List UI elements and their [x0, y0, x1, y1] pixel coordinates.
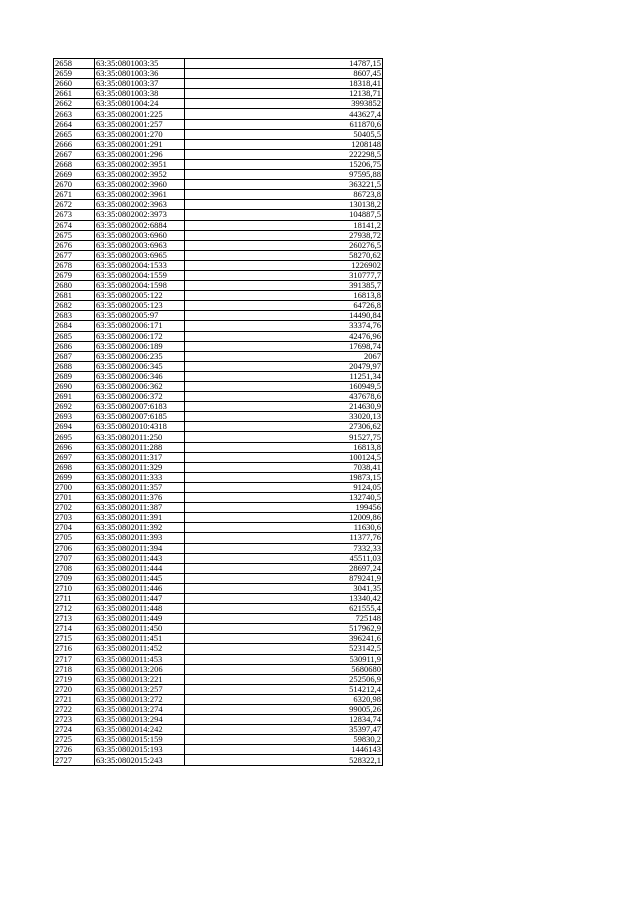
row-number-cell: 2723 [54, 715, 95, 725]
cadastral-number-cell: 63:35:0802010:4318 [95, 422, 185, 432]
table-row [54, 281, 383, 291]
table-row [54, 210, 383, 220]
row-number-cell: 2670 [54, 180, 95, 190]
row-number-cell: 2727 [54, 755, 95, 765]
table-row [54, 59, 383, 69]
table-row [54, 634, 383, 644]
cadastral-number-cell: 63:35:0802011:376 [95, 493, 185, 503]
value-cell: 214630,9 [185, 402, 383, 412]
value-cell: 86723,8 [185, 190, 383, 200]
value-cell: 523142,5 [185, 644, 383, 654]
value-cell: 310777,7 [185, 270, 383, 280]
table-row [54, 200, 383, 210]
table-row [54, 402, 383, 412]
value-cell: 260276,5 [185, 240, 383, 250]
table-row [54, 230, 383, 240]
row-number-cell: 2696 [54, 442, 95, 452]
table-row [54, 705, 383, 715]
table-row [54, 341, 383, 351]
value-cell: 130138,2 [185, 200, 383, 210]
cadastral-number-cell: 63:35:0802001:291 [95, 139, 185, 149]
cadastral-number-cell: 63:35:0802015:193 [95, 745, 185, 755]
cadastral-number-cell: 63:35:0802013:206 [95, 664, 185, 674]
cadastral-number-cell: 63:35:0802011:449 [95, 614, 185, 624]
value-cell: 7038,41 [185, 462, 383, 472]
table-row [54, 79, 383, 89]
value-cell: 91527,75 [185, 432, 383, 442]
row-number-cell: 2712 [54, 604, 95, 614]
table-row [54, 482, 383, 492]
table-row [54, 250, 383, 260]
row-number-cell: 2673 [54, 210, 95, 220]
row-number-cell: 2722 [54, 705, 95, 715]
table-row [54, 351, 383, 361]
cadastral-number-cell: 63:35:0802011:447 [95, 593, 185, 603]
table-row [54, 694, 383, 704]
row-number-cell: 2713 [54, 614, 95, 624]
cadastral-number-cell: 63:35:0802002:3963 [95, 200, 185, 210]
cadastral-number-cell: 63:35:0802013:257 [95, 684, 185, 694]
table-row [54, 513, 383, 523]
row-number-cell: 2701 [54, 493, 95, 503]
cadastral-number-cell: 63:35:0802006:172 [95, 331, 185, 341]
row-number-cell: 2716 [54, 644, 95, 654]
row-number-cell: 2676 [54, 240, 95, 250]
value-cell: 1446143 [185, 745, 383, 755]
cadastral-number-cell: 63:35:0802011:391 [95, 513, 185, 523]
table-row [54, 503, 383, 513]
value-cell: 15206,75 [185, 159, 383, 169]
table-row [54, 129, 383, 139]
row-number-cell: 2700 [54, 482, 95, 492]
cadastral-number-cell: 63:35:0802006:189 [95, 341, 185, 351]
value-cell: 33020,13 [185, 412, 383, 422]
table-row [54, 109, 383, 119]
table-row [54, 593, 383, 603]
value-cell: 20479,97 [185, 361, 383, 371]
row-number-cell: 2677 [54, 250, 95, 260]
cadastral-number-cell: 63:35:0802011:450 [95, 624, 185, 634]
value-cell: 5680680 [185, 664, 383, 674]
value-cell: 104887,5 [185, 210, 383, 220]
value-cell: 6320,98 [185, 694, 383, 704]
row-number-cell: 2662 [54, 99, 95, 109]
value-cell: 160949,5 [185, 382, 383, 392]
row-number-cell: 2674 [54, 220, 95, 230]
row-number-cell: 2704 [54, 523, 95, 533]
value-cell: 28697,24 [185, 563, 383, 573]
cadastral-number-cell: 63:35:0802011:329 [95, 462, 185, 472]
cadastral-number-cell: 63:35:0802014:242 [95, 725, 185, 735]
cadastral-number-cell: 63:35:0802011:288 [95, 442, 185, 452]
table-row [54, 604, 383, 614]
cadastral-number-cell: 63:35:0802011:317 [95, 452, 185, 462]
value-cell: 11630,6 [185, 523, 383, 533]
value-cell: 18318,41 [185, 79, 383, 89]
row-number-cell: 2668 [54, 159, 95, 169]
table-row [54, 260, 383, 270]
cadastral-number-cell: 63:35:0802002:3952 [95, 170, 185, 180]
value-cell: 514212,4 [185, 684, 383, 694]
table-row [54, 472, 383, 482]
value-cell: 42476,96 [185, 331, 383, 341]
cadastral-number-cell: 63:35:0802007:6183 [95, 402, 185, 412]
row-number-cell: 2721 [54, 694, 95, 704]
cadastral-number-cell: 63:35:0802011:387 [95, 503, 185, 513]
table-row [54, 321, 383, 331]
row-number-cell: 2699 [54, 472, 95, 482]
cadastral-number-cell: 63:35:0802013:294 [95, 715, 185, 725]
row-number-cell: 2659 [54, 69, 95, 79]
row-number-cell: 2681 [54, 291, 95, 301]
table-row [54, 119, 383, 129]
cadastral-number-cell: 63:35:0802011:393 [95, 533, 185, 543]
table-row [54, 240, 383, 250]
table-row [54, 392, 383, 402]
row-number-cell: 2718 [54, 664, 95, 674]
cadastral-number-cell: 63:35:0802005:123 [95, 301, 185, 311]
row-number-cell: 2692 [54, 402, 95, 412]
value-cell: 59830,2 [185, 735, 383, 745]
row-number-cell: 2660 [54, 79, 95, 89]
value-cell: 50405,5 [185, 129, 383, 139]
cadastral-number-cell: 63:35:0802004:1598 [95, 281, 185, 291]
row-number-cell: 2679 [54, 270, 95, 280]
row-number-cell: 2687 [54, 351, 95, 361]
table-row [54, 139, 383, 149]
cadastral-number-cell: 63:35:0802013:221 [95, 674, 185, 684]
cadastral-number-cell: 63:35:0802011:443 [95, 553, 185, 563]
value-cell: 7332,33 [185, 543, 383, 553]
table-row [54, 89, 383, 99]
cadastral-number-cell: 63:35:0802006:346 [95, 371, 185, 381]
table-row [54, 311, 383, 321]
cadastral-number-cell: 63:35:0802002:3951 [95, 159, 185, 169]
table-row [54, 573, 383, 583]
table-row [54, 664, 383, 674]
row-number-cell: 2665 [54, 129, 95, 139]
row-number-cell: 2694 [54, 422, 95, 432]
value-cell: 1208148 [185, 139, 383, 149]
cadastral-number-cell: 63:35:0802002:3961 [95, 190, 185, 200]
row-number-cell: 2686 [54, 341, 95, 351]
value-cell: 97595,88 [185, 170, 383, 180]
cadastral-number-cell: 63:35:0801003:38 [95, 89, 185, 99]
value-cell: 11377,76 [185, 533, 383, 543]
cadastral-number-cell: 63:35:0802003:6965 [95, 250, 185, 260]
row-number-cell: 2675 [54, 230, 95, 240]
table-row [54, 583, 383, 593]
row-number-cell: 2703 [54, 513, 95, 523]
table-row [54, 220, 383, 230]
value-cell: 1226902 [185, 260, 383, 270]
table-row [54, 99, 383, 109]
row-number-cell: 2663 [54, 109, 95, 119]
table-row [54, 674, 383, 684]
cadastral-number-cell: 63:35:0802005:97 [95, 311, 185, 321]
cadastral-number-cell: 63:35:0802003:6960 [95, 230, 185, 240]
cadastral-number-cell: 63:35:0802011:445 [95, 573, 185, 583]
row-number-cell: 2689 [54, 371, 95, 381]
value-cell: 64726,8 [185, 301, 383, 311]
cadastral-number-cell: 63:35:0802002:3960 [95, 180, 185, 190]
cadastral-number-cell: 63:35:0802011:444 [95, 563, 185, 573]
cadastral-number-cell: 63:35:0802013:272 [95, 694, 185, 704]
row-number-cell: 2711 [54, 593, 95, 603]
row-number-cell: 2719 [54, 674, 95, 684]
cadastral-number-cell: 63:35:0802001:257 [95, 119, 185, 129]
value-cell: 222298,5 [185, 149, 383, 159]
value-cell: 252506,9 [185, 674, 383, 684]
row-number-cell: 2714 [54, 624, 95, 634]
row-number-cell: 2717 [54, 654, 95, 664]
table-row [54, 149, 383, 159]
table-row [54, 190, 383, 200]
value-cell: 33374,76 [185, 321, 383, 331]
value-cell: 27306,62 [185, 422, 383, 432]
table-row [54, 493, 383, 503]
table-row [54, 69, 383, 79]
table-row [54, 654, 383, 664]
cadastral-number-cell: 63:35:0801003:35 [95, 59, 185, 69]
table-row [54, 371, 383, 381]
table-row [54, 170, 383, 180]
value-cell: 16813,8 [185, 442, 383, 452]
table-row [54, 301, 383, 311]
value-cell: 621555,4 [185, 604, 383, 614]
table-row [54, 291, 383, 301]
cadastral-number-cell: 63:35:0802002:6884 [95, 220, 185, 230]
value-cell: 13340,42 [185, 593, 383, 603]
cadastral-number-cell: 63:35:0802011:394 [95, 543, 185, 553]
cadastral-number-cell: 63:35:0801003:37 [95, 79, 185, 89]
table-row [54, 412, 383, 422]
table-row [54, 462, 383, 472]
table-row [54, 543, 383, 553]
value-cell: 437678,6 [185, 392, 383, 402]
row-number-cell: 2702 [54, 503, 95, 513]
value-cell: 99005,26 [185, 705, 383, 715]
row-number-cell: 2667 [54, 149, 95, 159]
table-row [54, 533, 383, 543]
table-body [54, 59, 383, 766]
cadastral-number-cell: 63:35:0802011:448 [95, 604, 185, 614]
value-cell: 58270,62 [185, 250, 383, 260]
row-number-cell: 2680 [54, 281, 95, 291]
value-cell: 3993852 [185, 99, 383, 109]
value-cell: 725148 [185, 614, 383, 624]
value-cell: 530911,9 [185, 654, 383, 664]
cadastral-number-cell: 63:35:0802006:362 [95, 382, 185, 392]
value-cell: 3041,35 [185, 583, 383, 593]
value-cell: 11251,34 [185, 371, 383, 381]
value-cell: 12009,86 [185, 513, 383, 523]
table-row [54, 523, 383, 533]
cadastral-number-cell: 63:35:0802015:243 [95, 755, 185, 765]
table-row [54, 684, 383, 694]
table-row [54, 725, 383, 735]
cadastral-number-cell: 63:35:0802006:372 [95, 392, 185, 402]
table-row [54, 614, 383, 624]
table-row [54, 159, 383, 169]
value-cell: 199456 [185, 503, 383, 513]
cadastral-number-cell: 63:35:0802011:392 [95, 523, 185, 533]
value-cell: 14787,15 [185, 59, 383, 69]
row-number-cell: 2685 [54, 331, 95, 341]
table-row [54, 563, 383, 573]
value-cell: 17698,74 [185, 341, 383, 351]
table-row [54, 422, 383, 432]
cadastral-number-cell: 63:35:0802011:446 [95, 583, 185, 593]
cadastral-number-cell: 63:35:0802001:296 [95, 149, 185, 159]
value-cell: 443627,4 [185, 109, 383, 119]
cadastral-number-cell: 63:35:0802006:345 [95, 361, 185, 371]
cadastral-number-cell: 63:35:0802011:452 [95, 644, 185, 654]
row-number-cell: 2708 [54, 563, 95, 573]
row-number-cell: 2690 [54, 382, 95, 392]
table-row [54, 452, 383, 462]
value-cell: 19873,15 [185, 472, 383, 482]
row-number-cell: 2672 [54, 200, 95, 210]
data-table [53, 58, 383, 766]
table-row [54, 270, 383, 280]
cadastral-number-cell: 63:35:0802003:6963 [95, 240, 185, 250]
value-cell: 14490,84 [185, 311, 383, 321]
row-number-cell: 2684 [54, 321, 95, 331]
row-number-cell: 2705 [54, 533, 95, 543]
value-cell: 12834,74 [185, 715, 383, 725]
table-row [54, 715, 383, 725]
cadastral-number-cell: 63:35:0802001:270 [95, 129, 185, 139]
cadastral-number-cell: 63:35:0802004:1559 [95, 270, 185, 280]
cadastral-number-cell: 63:35:0802006:171 [95, 321, 185, 331]
cadastral-number-cell: 63:35:0802011:453 [95, 654, 185, 664]
value-cell: 528322,1 [185, 755, 383, 765]
cadastral-number-cell: 63:35:0801004:24 [95, 99, 185, 109]
value-cell: 391385,7 [185, 281, 383, 291]
row-number-cell: 2664 [54, 119, 95, 129]
cadastral-number-cell: 63:35:0802011:451 [95, 634, 185, 644]
row-number-cell: 2698 [54, 462, 95, 472]
cadastral-number-cell: 63:35:0802002:3973 [95, 210, 185, 220]
row-number-cell: 2720 [54, 684, 95, 694]
value-cell: 517962,9 [185, 624, 383, 634]
value-cell: 132740,5 [185, 493, 383, 503]
value-cell: 363221,5 [185, 180, 383, 190]
row-number-cell: 2661 [54, 89, 95, 99]
cadastral-number-cell: 63:35:0802011:357 [95, 482, 185, 492]
row-number-cell: 2671 [54, 190, 95, 200]
cadastral-number-cell: 63:35:0801003:36 [95, 69, 185, 79]
row-number-cell: 2725 [54, 735, 95, 745]
cadastral-number-cell: 63:35:0802004:1533 [95, 260, 185, 270]
row-number-cell: 2691 [54, 392, 95, 402]
table-row [54, 180, 383, 190]
row-number-cell: 2707 [54, 553, 95, 563]
value-cell: 18141,2 [185, 220, 383, 230]
table-row [54, 442, 383, 452]
row-number-cell: 2695 [54, 432, 95, 442]
row-number-cell: 2715 [54, 634, 95, 644]
value-cell: 879241,9 [185, 573, 383, 583]
table-row [54, 644, 383, 654]
row-number-cell: 2678 [54, 260, 95, 270]
row-number-cell: 2666 [54, 139, 95, 149]
table-row [54, 755, 383, 765]
value-cell: 8607,45 [185, 69, 383, 79]
value-cell: 9124,05 [185, 482, 383, 492]
value-cell: 100124,5 [185, 452, 383, 462]
cadastral-number-cell: 63:35:0802001:225 [95, 109, 185, 119]
value-cell: 396241,6 [185, 634, 383, 644]
value-cell: 27938,72 [185, 230, 383, 240]
table-row [54, 624, 383, 634]
value-cell: 45511,03 [185, 553, 383, 563]
row-number-cell: 2669 [54, 170, 95, 180]
row-number-cell: 2726 [54, 745, 95, 755]
table-row [54, 331, 383, 341]
table-row [54, 382, 383, 392]
row-number-cell: 2693 [54, 412, 95, 422]
row-number-cell: 2682 [54, 301, 95, 311]
value-cell: 611870,6 [185, 119, 383, 129]
table-row [54, 735, 383, 745]
cadastral-number-cell: 63:35:0802005:122 [95, 291, 185, 301]
table-row [54, 432, 383, 442]
cadastral-number-cell: 63:35:0802007:6185 [95, 412, 185, 422]
row-number-cell: 2658 [54, 59, 95, 69]
row-number-cell: 2724 [54, 725, 95, 735]
table-row [54, 361, 383, 371]
row-number-cell: 2706 [54, 543, 95, 553]
table-row [54, 745, 383, 755]
cadastral-number-cell: 63:35:0802013:274 [95, 705, 185, 715]
value-cell: 2067 [185, 351, 383, 361]
cadastral-number-cell: 63:35:0802006:235 [95, 351, 185, 361]
row-number-cell: 2683 [54, 311, 95, 321]
cadastral-number-cell: 63:35:0802011:333 [95, 472, 185, 482]
value-cell: 35397,47 [185, 725, 383, 735]
row-number-cell: 2688 [54, 361, 95, 371]
row-number-cell: 2709 [54, 573, 95, 583]
cadastral-number-cell: 63:35:0802011:250 [95, 432, 185, 442]
row-number-cell: 2697 [54, 452, 95, 462]
row-number-cell: 2710 [54, 583, 95, 593]
value-cell: 16813,8 [185, 291, 383, 301]
cadastral-number-cell: 63:35:0802015:159 [95, 735, 185, 745]
table-row [54, 553, 383, 563]
value-cell: 12138,71 [185, 89, 383, 99]
